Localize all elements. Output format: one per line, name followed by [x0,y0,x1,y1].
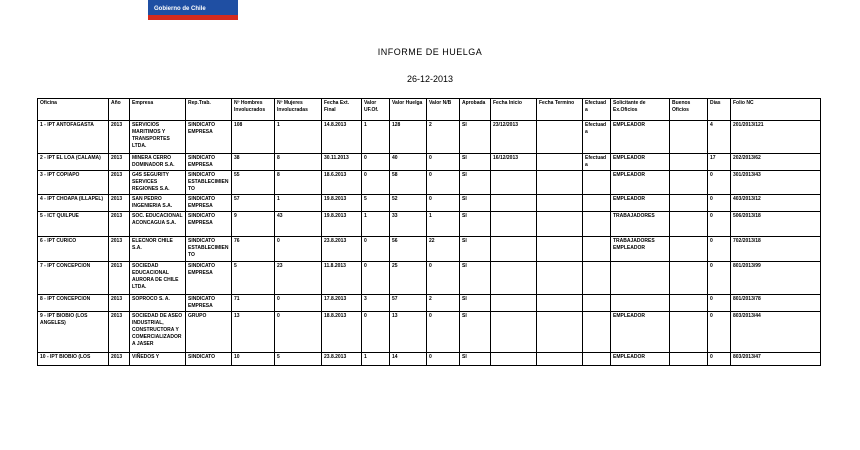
table-cell: SINDICATO EMPRESA [186,295,232,312]
table-cell: 803/2013/47 [731,353,821,366]
table-cell: 0 [427,195,460,212]
table-cell [537,295,583,312]
table-cell [537,237,583,262]
table-cell [491,262,537,295]
table-cell: SI [460,154,491,171]
table-cell [670,171,708,195]
table-cell: MINERA CERRO DOMINADOR S.A. [130,154,186,171]
table-cell: 71 [232,295,275,312]
table-cell: SINDICATO [186,353,232,366]
table-row [38,353,821,366]
column-header: Solicitante de Ex.Oficios [611,99,670,121]
table-cell: SOPROCO S. A. [130,295,186,312]
table-cell [537,312,583,353]
table-cell: SINDICATO EMPRESA [186,154,232,171]
table-cell [670,195,708,212]
table-cell: 23.8.2013 [322,237,362,262]
table-cell: 1 [362,212,390,237]
table-cell [583,212,611,237]
table-cell: 801/2013/78 [731,295,821,312]
column-header: Nº Mujeres Involucradas [275,99,322,121]
table-cell: 2 [427,121,460,154]
table-cell: 19.8.2013 [322,212,362,237]
table-cell: SINDICATO EMPRESA [186,262,232,295]
table-cell: 1 - IPT ANTOFAGASTA [38,121,109,154]
table-cell: SERVICIOS MARITIMOS Y TRANSPORTES LTDA. [130,121,186,154]
table-cell: 13 [232,312,275,353]
table-cell: EMPLEADOR [611,312,670,353]
table-cell: 18.8.2013 [322,312,362,353]
column-header: Empresa [130,99,186,121]
table-cell: 6 - IPT CURICO [38,237,109,262]
table-cell: 4 [708,121,731,154]
logo-text: Gobierno de Chile [154,6,206,12]
table-cell [583,237,611,262]
column-header: Nº Hombres Involucrados [232,99,275,121]
table-cell: 5 [275,353,322,366]
table-row [38,237,821,262]
table-row [38,262,821,295]
table-row [38,212,821,237]
table-cell: SI [460,295,491,312]
table-cell [670,237,708,262]
table-cell: 201/2013/121 [731,121,821,154]
table-cell: SOCIEDAD DE ASEO INDUSTRIAL, CONSTRUCTORA Y COMERCIALIZADORA JASER [130,312,186,353]
table-cell: 9 - IPT BIOBIO (LOS ANGELES) [38,312,109,353]
column-header: Oficina [38,99,109,121]
table-cell [670,121,708,154]
table-cell: 0 [362,312,390,353]
table-cell: 202/2013/62 [731,154,821,171]
table-cell: 403/2013/12 [731,195,821,212]
table-cell: 108 [232,121,275,154]
table-cell: EMPLEADOR [611,195,670,212]
table-cell: 801/2013/99 [731,262,821,295]
table-cell: SI [460,171,491,195]
table-cell: 0 [708,353,731,366]
table-cell: 40 [390,154,427,171]
table-cell: 0 [427,353,460,366]
table-cell: 11.8.2013 [322,262,362,295]
table-cell: 2013 [109,237,130,262]
table-cell: 8 [275,154,322,171]
table-row [38,121,821,154]
table-cell: 0 [362,237,390,262]
table-cell: 23 [275,262,322,295]
table-cell [670,353,708,366]
table-cell: 702/2013/18 [731,237,821,262]
table-cell: 23/12/2013 [491,121,537,154]
table-row [38,312,821,353]
table-cell: 301/2013/43 [731,171,821,195]
table-cell: 1 [275,121,322,154]
table-cell: 0 [275,295,322,312]
table-cell: EMPLEADOR [611,353,670,366]
table-cell: SINDICATO EMPRESA [186,195,232,212]
table-cell: 3 [362,295,390,312]
table-cell [670,154,708,171]
table-cell: SI [460,237,491,262]
table-cell: 52 [390,195,427,212]
table-cell [491,212,537,237]
table-cell: 0 [362,262,390,295]
table-cell [491,312,537,353]
table-cell: SINDICATO EMPRESA [186,212,232,237]
column-header: Valor N/B [427,99,460,121]
table-cell: TRABAJADORES [611,212,670,237]
table-cell: 1 [362,121,390,154]
table-cell [491,295,537,312]
column-header: Año [109,99,130,121]
report-date: 26-12-2013 [406,74,454,84]
column-header: Rep.Trab. [186,99,232,121]
table-cell: 16/12/2013 [491,154,537,171]
table-cell: GRUPO [186,312,232,353]
table-cell: SI [460,353,491,366]
table-cell: 0 [427,262,460,295]
table-cell: 2013 [109,295,130,312]
table-cell: 7 - IPT CONCEPCION [38,262,109,295]
table-cell: 55 [232,171,275,195]
table-cell: EMPLEADOR [611,171,670,195]
table-cell: 0 [708,212,731,237]
table-cell: 18.6.2013 [322,171,362,195]
table-cell: 25 [390,262,427,295]
table-cell: 57 [232,195,275,212]
gobierno-logo [148,0,238,20]
table-cell: Efectuada [583,121,611,154]
table-cell: 0 [427,312,460,353]
table-cell: 0 [427,154,460,171]
report-title: INFORME DE HUELGA [377,47,483,57]
table-cell: 2 [427,295,460,312]
column-header: Efectuada [583,99,611,121]
table-cell [583,262,611,295]
table-cell [583,195,611,212]
table-cell [537,262,583,295]
column-header: Fecha Termino [537,99,583,121]
table-header-row [38,99,821,121]
table-cell: SI [460,262,491,295]
table-cell: ELECNOR CHILE S.A. [130,237,186,262]
table-cell: 0 [708,171,731,195]
table-row [38,195,821,212]
table-cell: 4 - IPT CHOAPA (ILLAPEL) [38,195,109,212]
table-cell: 2013 [109,154,130,171]
table-cell [537,353,583,366]
table-cell: 2 - IPT EL LOA (CALAMA) [38,154,109,171]
table-cell: 22 [427,237,460,262]
column-header: Días [708,99,731,121]
table-cell: 3 - IPT COPIAPO [38,171,109,195]
table-cell: 33 [390,212,427,237]
table-cell: 0 [275,312,322,353]
table-cell [537,171,583,195]
table-cell: 8 - IPT CONCEPCION [38,295,109,312]
strike-report-table [37,98,821,366]
table-cell [537,121,583,154]
table-cell: SI [460,121,491,154]
table-cell: SOCIEDAD EDUCACIONAL AURORA DE CHILE LTDA. [130,262,186,295]
table-cell: 0 [275,237,322,262]
table-cell: 10 - IPT BIOBIO (LOS [38,353,109,366]
table-cell: 17.8.2013 [322,295,362,312]
table-cell: SI [460,312,491,353]
table-cell: EMPLEADOR [611,154,670,171]
table-cell: 1 [427,212,460,237]
table-cell [611,262,670,295]
table-cell [537,195,583,212]
table-cell: 5 [362,195,390,212]
table-cell [537,154,583,171]
table-cell [583,353,611,366]
column-header: Buenos Oficios [670,99,708,121]
table-cell [583,295,611,312]
table-cell: 506/2013/18 [731,212,821,237]
table-cell [611,295,670,312]
table-cell [537,212,583,237]
table-cell: 0 [708,195,731,212]
column-header: Fecha Ext. Final [322,99,362,121]
table-cell: 14.8.2013 [322,121,362,154]
table-cell: VIÑEDOS Y [130,353,186,366]
table-cell [583,171,611,195]
table-cell: 0 [427,171,460,195]
table-cell: 43 [275,212,322,237]
table-cell: 2013 [109,171,130,195]
table-cell: 0 [362,154,390,171]
table-cell [491,237,537,262]
table-cell: 0 [708,295,731,312]
column-header: Aprobada [460,99,491,121]
table-cell: 17 [708,154,731,171]
table-cell: SINDICATO ESTABLECIMIENTO [186,171,232,195]
table-cell: 1 [362,353,390,366]
table-cell [491,353,537,366]
column-header: Folio NC [731,99,821,121]
table-cell: 30.11.2013 [322,154,362,171]
table-cell: SOC. EDUCACIONAL ACONCAGUA S.A. [130,212,186,237]
table-row [38,154,821,171]
table-cell: 0 [708,262,731,295]
table-cell: 56 [390,237,427,262]
table-cell: SINDICATO EMPRESA [186,121,232,154]
table-cell [491,195,537,212]
table-cell: TRABAJADORES EMPLEADOR [611,237,670,262]
table-cell [670,262,708,295]
table-cell: Efectuada [583,154,611,171]
table-cell: 803/2013/44 [731,312,821,353]
table-cell: 128 [390,121,427,154]
table-cell: SI [460,195,491,212]
table-cell [491,171,537,195]
table-row [38,171,821,195]
table-cell [670,212,708,237]
table-row [38,295,821,312]
table-cell: 57 [390,295,427,312]
table-cell: 58 [390,171,427,195]
table-cell: 23.8.2013 [322,353,362,366]
table-cell: 2013 [109,212,130,237]
table-cell: 5 [232,262,275,295]
table-cell: SAN PEDRO INGENIERIA S.A. [130,195,186,212]
table-cell: 2013 [109,353,130,366]
table-cell [670,295,708,312]
table-cell: 38 [232,154,275,171]
logo-red-band [148,15,238,20]
table-cell: 14 [390,353,427,366]
table-cell: 10 [232,353,275,366]
table-cell: 8 [275,171,322,195]
table-cell: SINDICATO ESTABLECIMIENTO [186,237,232,262]
table-cell: 19.8.2013 [322,195,362,212]
table-cell: 2013 [109,121,130,154]
column-header: Valor Huelga [390,99,427,121]
table-cell: G4S SEGURITY SERVICES REGIONES S.A. [130,171,186,195]
table-cell: 9 [232,212,275,237]
column-header: Valor UF.Of. [362,99,390,121]
table-cell: EMPLEADOR [611,121,670,154]
table-cell [670,312,708,353]
table-cell: 2013 [109,195,130,212]
table-cell: 2013 [109,262,130,295]
column-header: Fecha Inicio [491,99,537,121]
table-cell: 2013 [109,312,130,353]
table-cell: 1 [275,195,322,212]
table-cell: 0 [708,312,731,353]
table-cell: 0 [708,237,731,262]
table-cell: 0 [362,171,390,195]
table-cell: 76 [232,237,275,262]
table-cell: SI [460,212,491,237]
table-cell: 13 [390,312,427,353]
table-cell [583,312,611,353]
table-cell: 5 - ICT QUILPUE [38,212,109,237]
